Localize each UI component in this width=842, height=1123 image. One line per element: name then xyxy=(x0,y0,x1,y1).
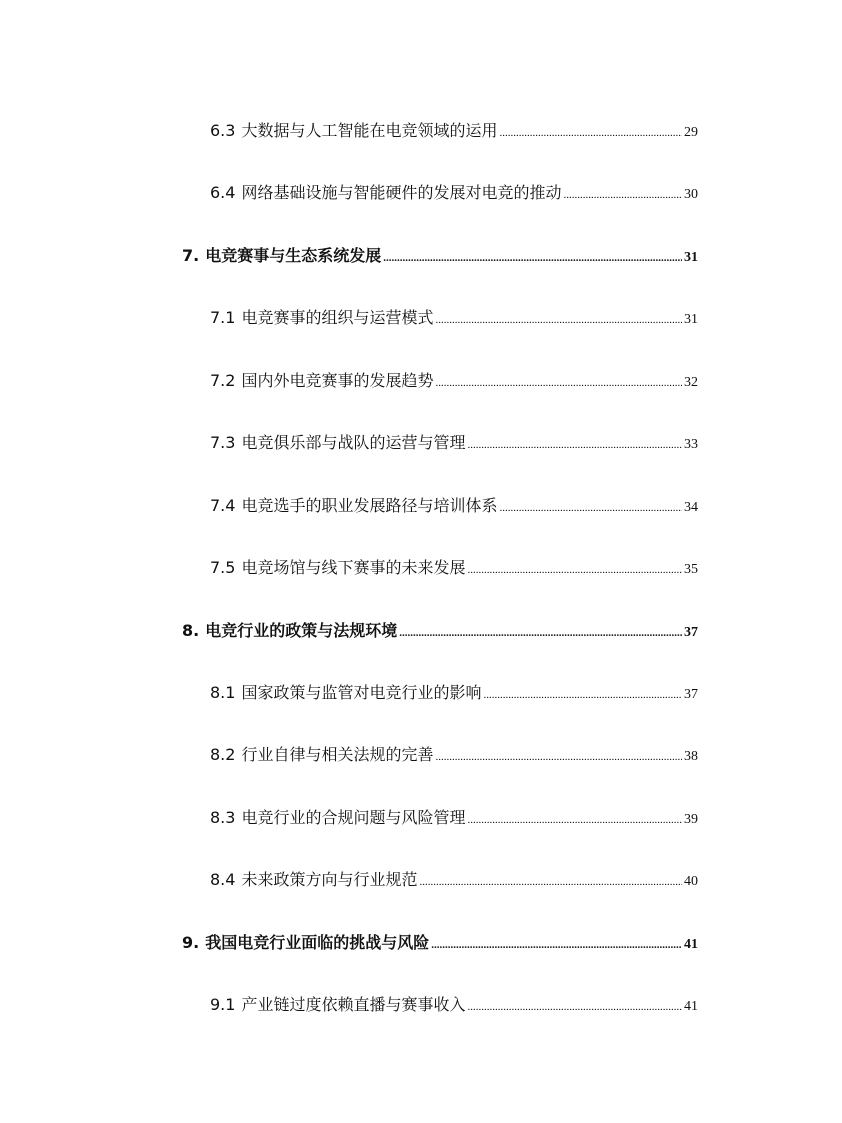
dot-leader xyxy=(435,377,682,389)
toc-number: 7.4 xyxy=(210,496,236,515)
dot-leader xyxy=(467,1001,682,1013)
toc-entry-8-3[interactable] xyxy=(210,805,698,828)
toc-title: 电竞俱乐部与战队的运营与管理 xyxy=(241,433,466,452)
dot-leader xyxy=(435,751,682,763)
toc-chapter-9[interactable] xyxy=(182,930,698,953)
toc-entry-7-2[interactable] xyxy=(210,368,698,391)
dot-leader xyxy=(467,814,682,826)
toc-page-number: 31 xyxy=(684,250,698,265)
toc-entry-8-4[interactable] xyxy=(210,867,698,890)
toc-page-number: 40 xyxy=(684,874,698,889)
toc-entry-7-1[interactable] xyxy=(210,305,698,328)
toc-entry-6-4[interactable] xyxy=(210,180,698,203)
toc-title: 电竞行业的政策与法规环境 xyxy=(205,621,398,640)
dot-leader xyxy=(499,502,682,514)
dot-leader xyxy=(467,439,682,451)
toc-page-number: 41 xyxy=(684,937,698,952)
dot-leader xyxy=(399,627,682,639)
toc-page-number: 37 xyxy=(684,625,698,640)
dot-leader xyxy=(431,939,682,951)
toc-title: 电竞场馆与线下赛事的未来发展 xyxy=(241,558,466,577)
toc-number: 7.1 xyxy=(210,308,236,327)
toc-number: 6.3 xyxy=(210,121,236,140)
toc-title: 网络基础设施与智能硬件的发展对电竞的推动 xyxy=(241,183,562,202)
toc-number: 7.2 xyxy=(210,371,236,390)
dot-leader xyxy=(419,876,682,888)
toc-page-number: 32 xyxy=(684,375,698,390)
toc-entry-6-3[interactable] xyxy=(210,118,698,141)
toc-page-number: 31 xyxy=(684,312,698,327)
toc-title: 我国电竞行业面临的挑战与风险 xyxy=(205,933,430,952)
toc-title: 电竞赛事的组织与运营模式 xyxy=(241,308,434,327)
toc-chapter-7[interactable] xyxy=(182,243,698,266)
toc-number: 8.2 xyxy=(210,745,236,764)
toc-number: 7.3 xyxy=(210,433,236,452)
toc-number: 8. xyxy=(182,621,200,640)
toc-entry-9-1[interactable] xyxy=(210,992,698,1015)
dot-leader xyxy=(383,252,682,264)
toc-entry-8-2[interactable] xyxy=(210,742,698,765)
toc-title: 国家政策与监管对电竞行业的影响 xyxy=(241,683,482,702)
toc-number: 6.4 xyxy=(210,183,236,202)
dot-leader xyxy=(483,689,682,701)
toc-number: 8.1 xyxy=(210,683,236,702)
dot-leader xyxy=(499,127,682,139)
toc-page-number: 29 xyxy=(684,125,698,140)
toc-number: 8.4 xyxy=(210,870,236,889)
dot-leader xyxy=(563,189,682,201)
dot-leader xyxy=(467,564,682,576)
toc-entry-7-5[interactable] xyxy=(210,555,698,578)
toc-entry-7-3[interactable] xyxy=(210,430,698,453)
toc-chapter-8[interactable] xyxy=(182,618,698,641)
toc-number: 9.1 xyxy=(210,995,236,1014)
toc-number: 8.3 xyxy=(210,808,236,827)
toc-entry-7-4[interactable] xyxy=(210,493,698,516)
toc-number: 7.5 xyxy=(210,558,236,577)
toc-title: 国内外电竞赛事的发展趋势 xyxy=(241,371,434,390)
toc-page-number: 37 xyxy=(684,687,698,702)
toc-title: 未来政策方向与行业规范 xyxy=(241,870,418,889)
toc-number: 9. xyxy=(182,933,200,952)
toc-page-number: 35 xyxy=(684,562,698,577)
toc-title: 产业链过度依赖直播与赛事收入 xyxy=(241,995,466,1014)
toc-page-number: 34 xyxy=(684,500,698,515)
toc-page-number: 33 xyxy=(684,437,698,452)
toc-title: 电竞行业的合规问题与风险管理 xyxy=(241,808,466,827)
toc-page-number: 41 xyxy=(684,999,698,1014)
toc-page-number: 30 xyxy=(684,187,698,202)
toc-page-number: 38 xyxy=(684,749,698,764)
toc-entry-8-1[interactable] xyxy=(210,680,698,703)
toc-title: 大数据与人工智能在电竞领域的运用 xyxy=(241,121,498,140)
toc-page-number: 39 xyxy=(684,812,698,827)
toc-title: 行业自律与相关法规的完善 xyxy=(241,745,434,764)
toc-title: 电竞选手的职业发展路径与培训体系 xyxy=(241,496,498,515)
toc-number: 7. xyxy=(182,246,200,265)
dot-leader xyxy=(435,314,682,326)
toc-title: 电竞赛事与生态系统发展 xyxy=(205,246,382,265)
